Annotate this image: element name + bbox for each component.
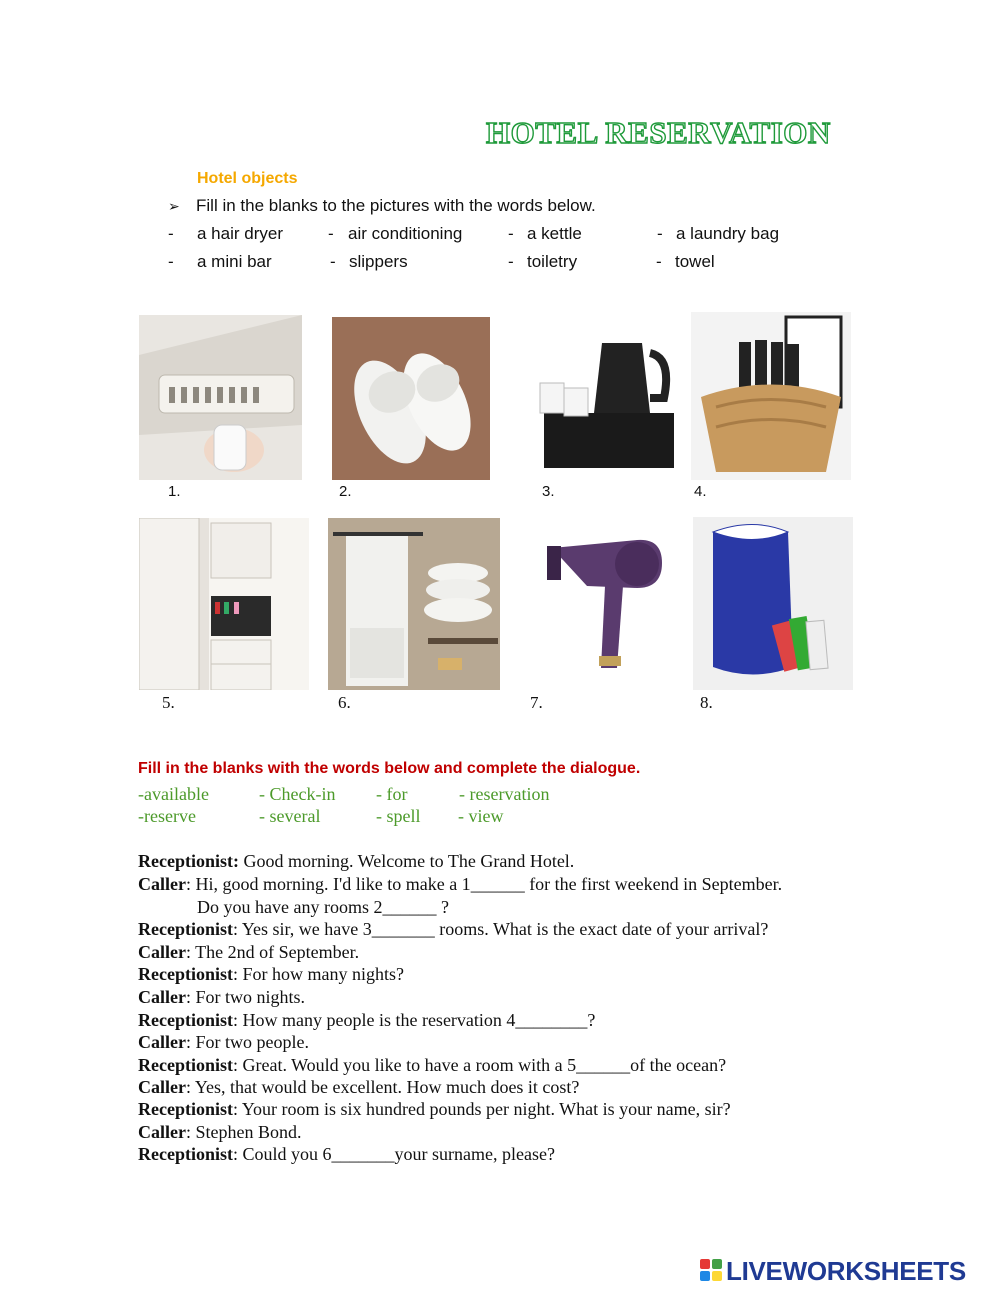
- word-bank-item: a hair dryer: [197, 224, 283, 243]
- line-text: : Great. Would you like to have a room with a: [232, 1055, 563, 1075]
- line-text: rooms. What is the exact date of your arrival?: [434, 919, 769, 939]
- answer-blank-1[interactable]: ______: [470, 874, 525, 894]
- section-label: Hotel objects: [197, 170, 298, 187]
- bullet: -: [657, 224, 663, 243]
- speaker: Receptionist: [138, 1099, 233, 1119]
- answer-blank-6[interactable]: 6_______: [318, 1144, 395, 1164]
- dialogue-line: [138, 850, 574, 872]
- picture-number: 5.: [162, 693, 175, 712]
- bullet: -: [330, 252, 336, 271]
- word-bank-item: towel: [675, 252, 715, 271]
- speaker: Caller: [138, 874, 186, 894]
- air-conditioner-icon: [139, 315, 302, 480]
- word-bank-item: - Check-in: [259, 784, 336, 804]
- picture-number: 4.: [694, 483, 707, 500]
- line-text: of the ocean?: [630, 1055, 727, 1075]
- picture-number: 2.: [339, 483, 352, 500]
- word-bank-item: toiletry: [527, 252, 578, 271]
- dialogue-line: [138, 986, 305, 1008]
- word-bank-item: a mini bar: [197, 252, 272, 271]
- picture-number: 1.: [168, 483, 181, 500]
- line-text: ?: [587, 1010, 596, 1030]
- line-text: : Hi, good morning. I'd like to make a 1: [185, 874, 471, 894]
- picture-number: 6.: [338, 693, 351, 712]
- speaker: Receptionist: [138, 1055, 233, 1075]
- bullet: -: [168, 252, 174, 271]
- towel-icon: [328, 518, 500, 690]
- brand-name[interactable]: LIVEWORKSHEETS: [726, 1256, 966, 1286]
- speaker: Caller: [138, 942, 186, 962]
- dialogue-line: [138, 1098, 731, 1120]
- word-bank-item: - view: [458, 806, 504, 826]
- dialogue-line: [138, 918, 768, 940]
- line-text: : Could you: [232, 1144, 318, 1164]
- line-text: Do you have any rooms 2: [197, 897, 383, 917]
- speaker: Receptionist: [138, 1144, 233, 1164]
- answer-blank-4[interactable]: 4________: [501, 1010, 588, 1030]
- word-bank-item: - reservation: [459, 784, 550, 804]
- dialogue-line: [138, 963, 404, 985]
- line-text: : For two nights.: [185, 987, 305, 1007]
- word-bank-item: - several: [259, 806, 321, 826]
- dialogue-line: [138, 941, 359, 963]
- speaker: Receptionist: [138, 1010, 233, 1030]
- line-text: : Your room is six hundred pounds per night. What is your name, sir?: [232, 1099, 731, 1119]
- dialogue-line: [138, 1143, 555, 1165]
- bullet: -: [508, 224, 514, 243]
- word-bank-item: - for: [376, 784, 408, 804]
- speaker: Caller: [138, 1077, 186, 1097]
- word-bank-item: - spell: [376, 806, 421, 826]
- line-text: : How many people is the reservation: [232, 1010, 502, 1030]
- word-bank-item: a laundry bag: [676, 224, 780, 243]
- speaker: Receptionist:: [138, 851, 239, 871]
- dialogue-line: [138, 873, 782, 895]
- hair-dryer-icon: [527, 518, 684, 686]
- answer-blank-5[interactable]: 5______: [562, 1055, 631, 1075]
- speaker: Receptionist: [138, 964, 233, 984]
- instruction: [168, 196, 596, 216]
- toiletry-basket-icon: [691, 312, 851, 480]
- picture-number: 7.: [530, 693, 543, 712]
- line-text: : Yes, that would be excellent. How much does it cost?: [185, 1077, 580, 1097]
- word-bank-item: -available: [138, 784, 209, 804]
- bullet: -: [328, 224, 334, 243]
- line-text: : For two people.: [185, 1032, 309, 1052]
- mini-bar-icon: [139, 518, 309, 690]
- word-bank-item: -reserve: [138, 806, 196, 826]
- line-text: Good morning. Welcome to The Grand Hotel.: [238, 851, 575, 871]
- kettle-icon: [532, 328, 682, 480]
- dialogue-line: [197, 896, 449, 918]
- line-text: : Yes sir, we have 3: [232, 919, 372, 939]
- answer-blank-3[interactable]: _______: [371, 919, 435, 939]
- page-title: HOTEL RESERVATION: [486, 115, 831, 150]
- speaker: Caller: [138, 1032, 186, 1052]
- laundry-bag-icon: [693, 517, 853, 690]
- speaker: Caller: [138, 987, 186, 1007]
- picture-number: 8.: [700, 693, 713, 712]
- line-text: ?: [436, 897, 449, 917]
- bullet: -: [168, 224, 174, 243]
- line-text: your surname, please?: [394, 1144, 555, 1164]
- dialogue-line: [138, 1076, 579, 1098]
- line-text: for the first weekend in September.: [524, 874, 783, 894]
- word-bank-item: a kettle: [527, 224, 582, 243]
- word-bank-item: air conditioning: [348, 224, 463, 243]
- liveworksheets-logo-icon: [700, 1259, 722, 1281]
- answer-blank-2[interactable]: ______: [382, 897, 437, 917]
- dialogue-line: [138, 1121, 301, 1143]
- line-text: : For how many nights?: [232, 964, 404, 984]
- word-bank-item: slippers: [349, 252, 408, 271]
- dialogue-line: [138, 1009, 595, 1031]
- speaker: Receptionist: [138, 919, 233, 939]
- dialogue-line: [138, 1054, 726, 1076]
- picture-number: 3.: [542, 483, 555, 500]
- section-heading: Fill in the blanks with the words below and complete the dialogue.: [138, 760, 641, 777]
- bullet: -: [508, 252, 514, 271]
- bullet: -: [656, 252, 662, 271]
- instruction-text: Fill in the blanks to the pictures with the words below.: [196, 196, 596, 215]
- line-text: : Stephen Bond.: [185, 1122, 302, 1142]
- dialogue-line: [138, 1031, 309, 1053]
- speaker: Caller: [138, 1122, 186, 1142]
- arrow-bullet-icon: ➢: [168, 198, 180, 214]
- line-text: : The 2nd of September.: [185, 942, 360, 962]
- slippers-icon: [332, 317, 490, 480]
